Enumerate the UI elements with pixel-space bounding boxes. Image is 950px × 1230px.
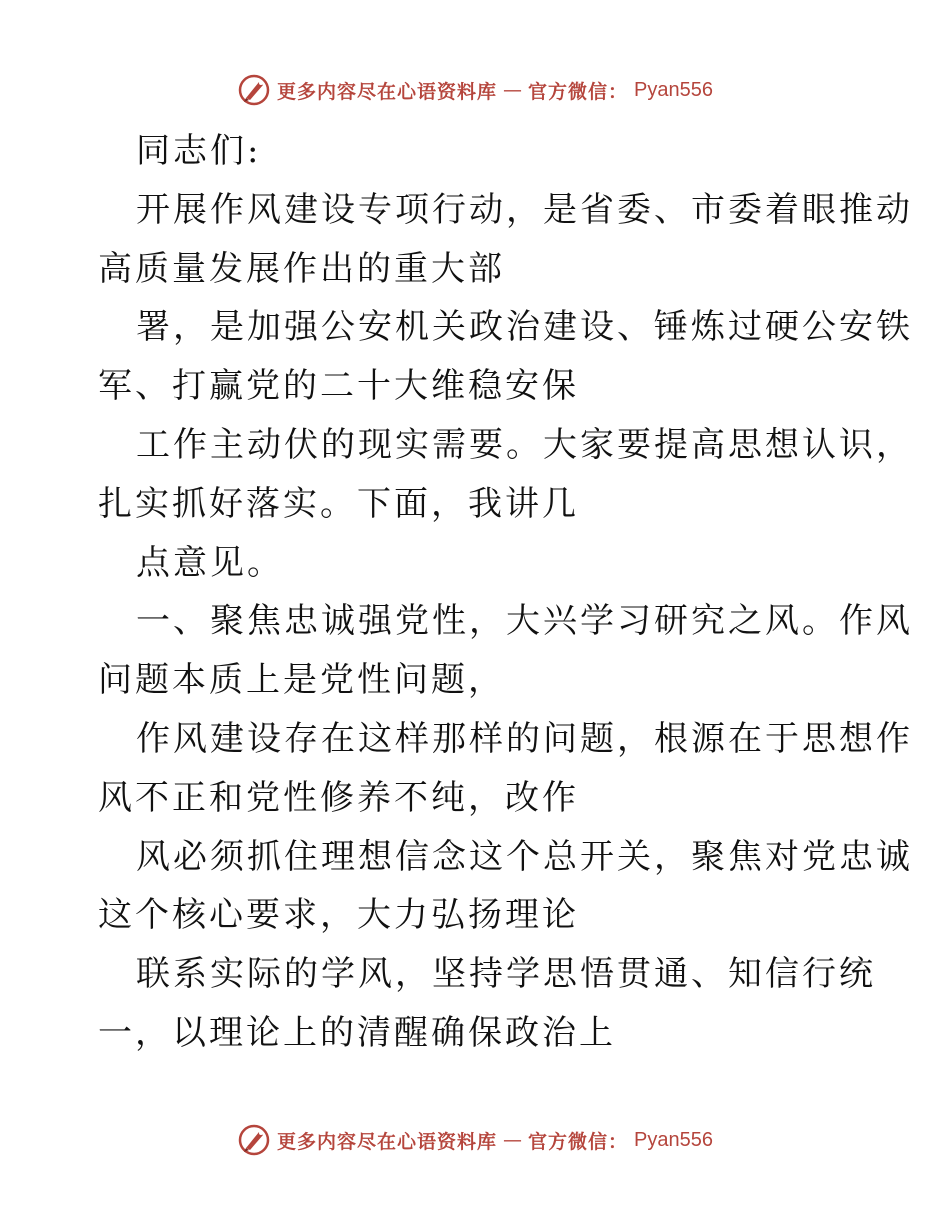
text-line: 联系实际的学风，坚持学思悟贯通、知信行统 (136, 954, 876, 995)
text-line: 风不正和党性修养不纯，改作 (98, 777, 579, 818)
text-line: 军、打赢党的二十大维稳安保 (98, 366, 579, 407)
text-line: 点意见。 (136, 542, 284, 583)
watermark-channel: 官方微信： (528, 80, 629, 103)
watermark-channel: 官方微信： (528, 1130, 629, 1153)
text-line: 扎实抓好落实。下面，我讲几 (98, 483, 579, 524)
footer-watermark (0, 1120, 950, 1160)
text-line: 署，是加强公安机关政治建设、锤炼过硬公安铁 (136, 307, 913, 348)
section-heading-line: 一、聚焦忠诚强党性，大兴学习研究之风。作风 (136, 601, 913, 642)
watermark-separator: — (503, 1129, 523, 1151)
quill-logo-icon (237, 1123, 271, 1157)
watermark-separator: — (503, 79, 523, 101)
text-line: 一，以理论上的清醒确保政治上 (98, 1012, 616, 1053)
watermark-text: 更多内容尽在心语资料库 (277, 1130, 498, 1153)
text-line: 高质量发展作出的重大部 (98, 248, 505, 289)
salutation-line: 同志们: (136, 131, 262, 171)
watermark-id: Pyan556 (634, 1128, 713, 1151)
watermark-text: 更多内容尽在心语资料库 (277, 80, 498, 103)
document-body (98, 122, 913, 1063)
text-line: 工作主动伏的现实需要。大家要提高思想认识， (136, 424, 913, 465)
header-watermark (0, 70, 950, 110)
watermark-id: Pyan556 (634, 78, 713, 101)
text-line: 开展作风建设专项行动，是省委、市委着眼推动 (136, 189, 913, 230)
text-line: 作风建设存在这样那样的问题，根源在于思想作 (136, 718, 913, 759)
quill-logo-icon (237, 73, 271, 107)
text-line: 这个核心要求，大力弘扬理论 (98, 895, 579, 936)
text-line: 风必须抓住理想信念这个总开关，聚焦对党忠诚 (136, 836, 913, 877)
text-line: 问题本质上是党性问题， (98, 660, 505, 701)
